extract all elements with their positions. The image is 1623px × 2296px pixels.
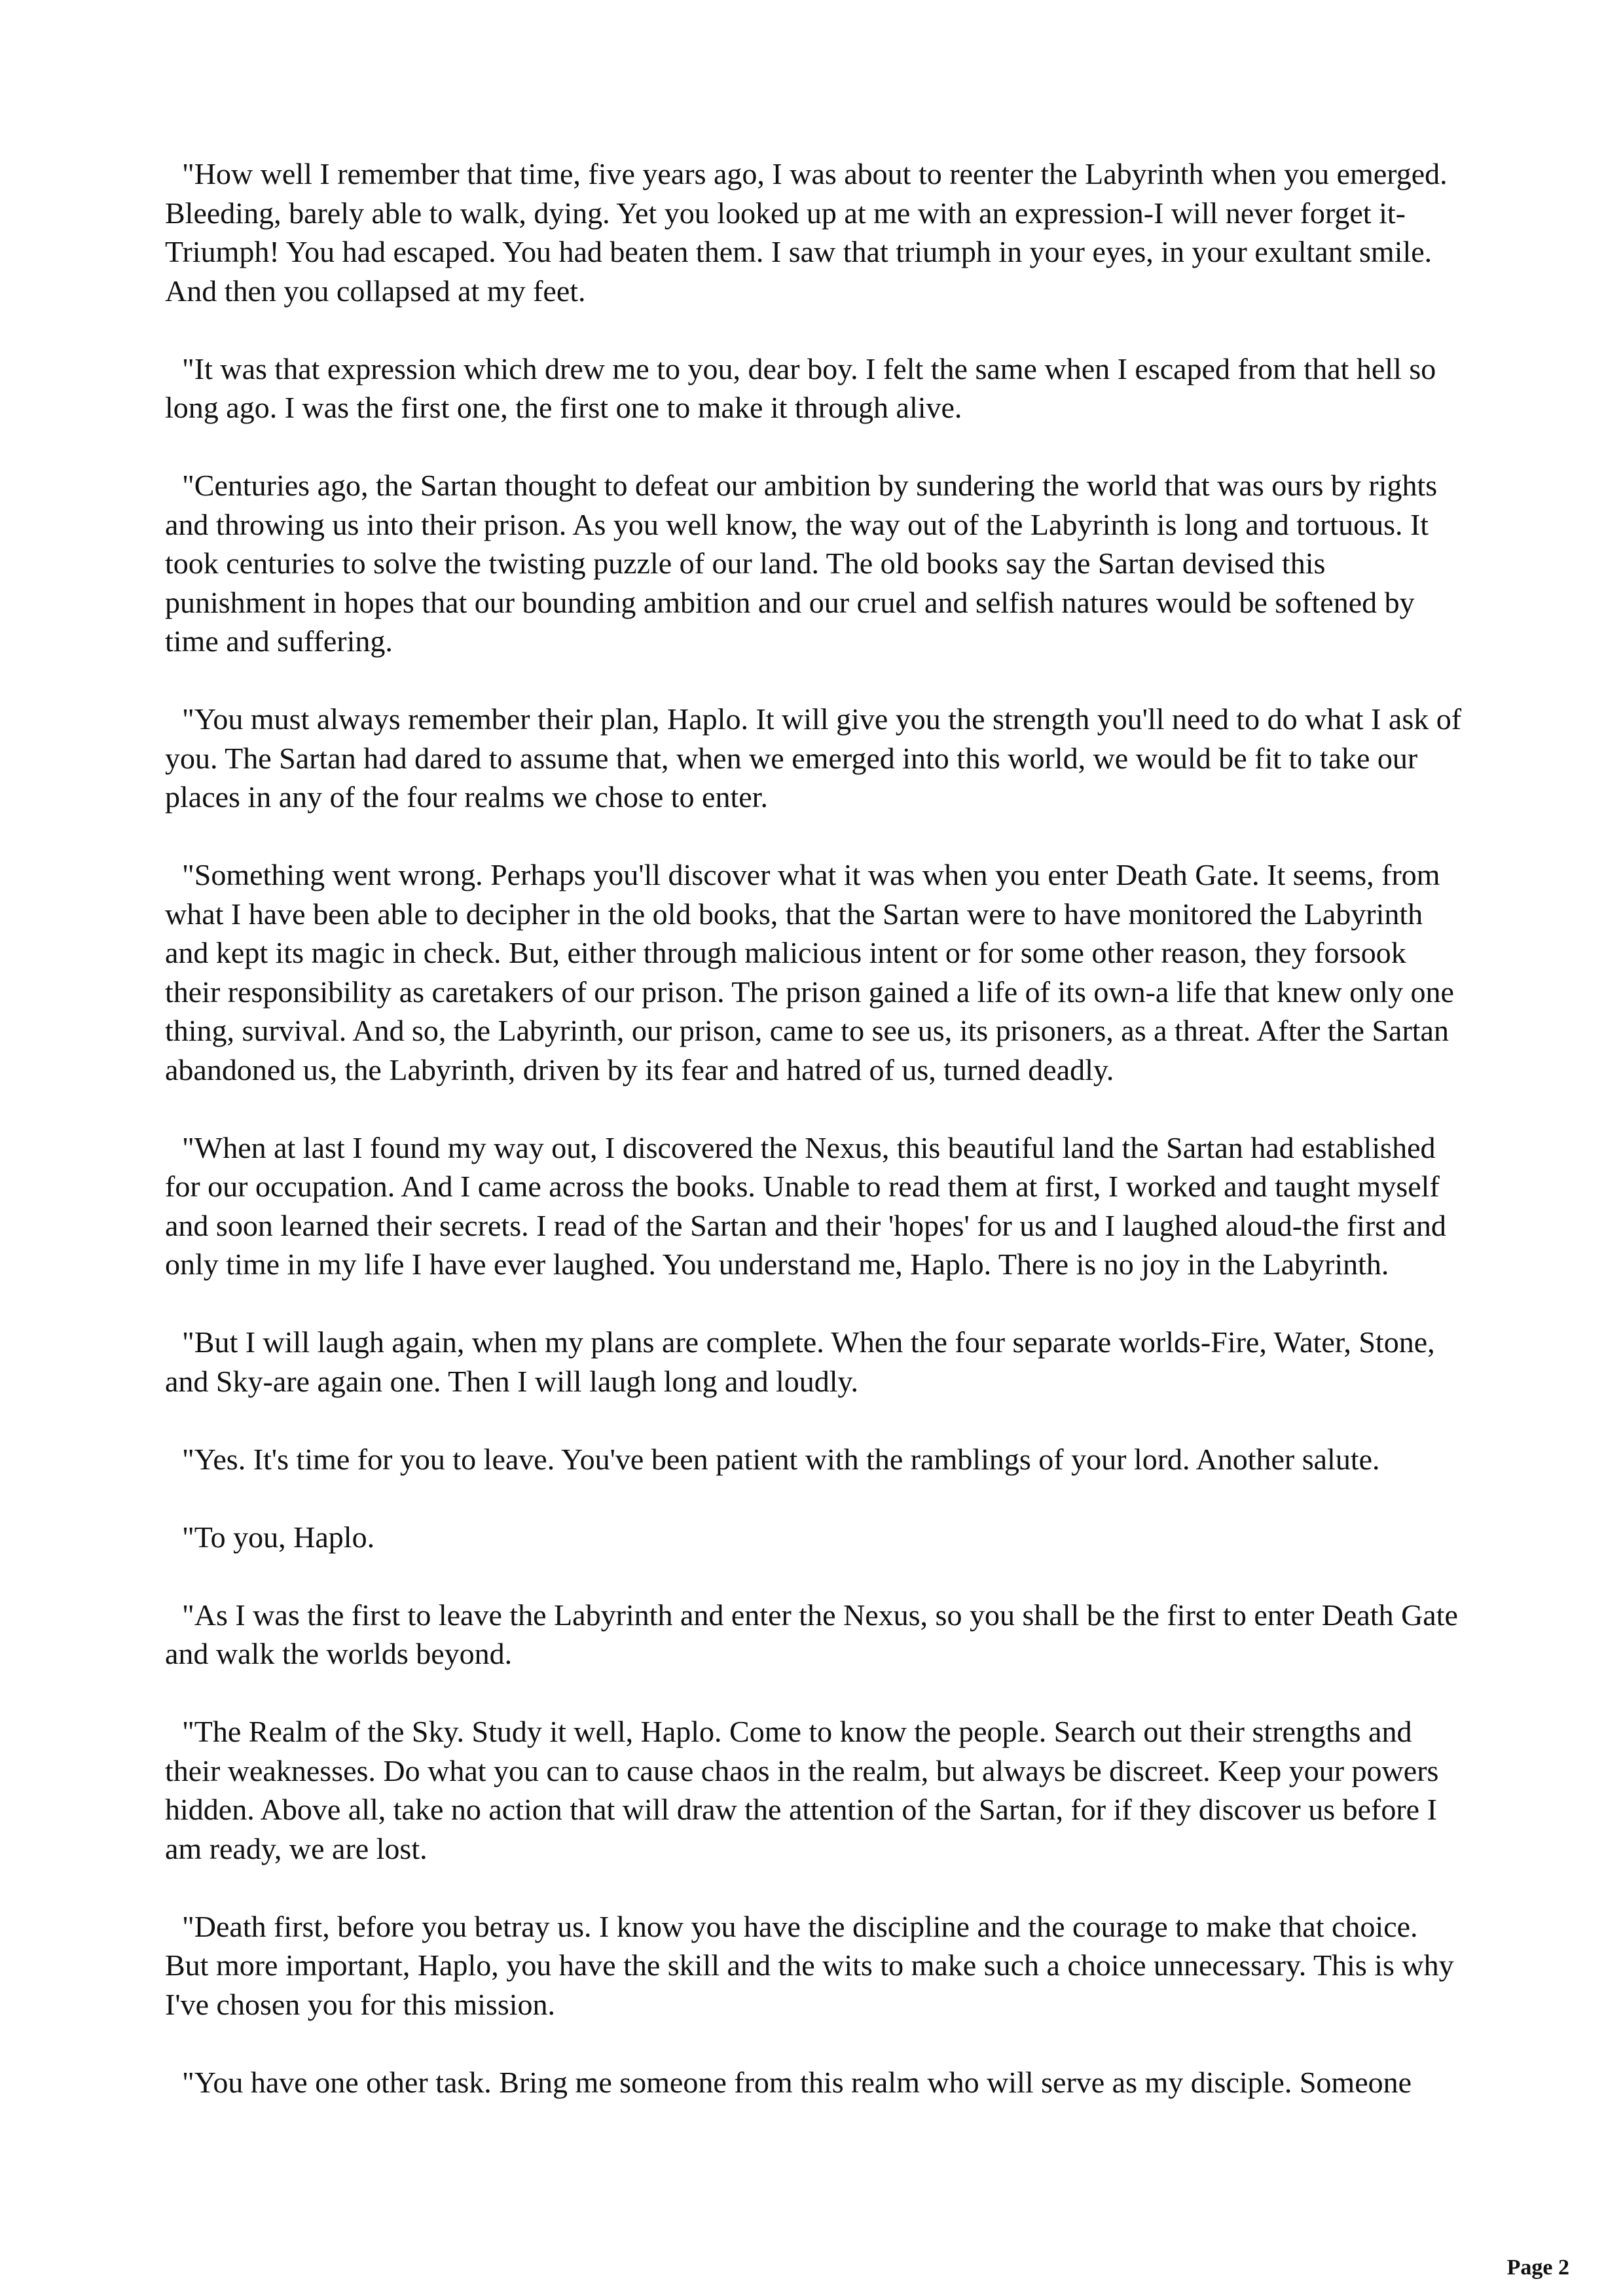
paragraph: "It was that expression which drew me to you, dear boy. I felt the same when I escaped from that hell so long ago. I was the first one, the first one to make it through alive. (165, 351, 1436, 424)
paragraph: "Centuries ago, the Sartan thought to defeat our ambition by sundering the world that was ours by rights and throwing us into their prison. As you well know, the way out of the Labyrinth is long and tortuous. It took centuries to solve the twisting puzzle of our land. The old books say the Sartan devised this punishment in hopes that our bounding ambition and our cruel and selfish natures would be softened by time and suffering. (165, 469, 1438, 658)
paragraph: "The Realm of the Sky. Study it well, Haplo. Come to know the people. Search out their strengths and their weaknesses. Do what you can to cause chaos in the realm, but always be discreet. Keep your powers hidden. Above all, take no action that will draw the attention of the Sartan, for if they discover us before I am ready, we are lost. (165, 1715, 1439, 1865)
paragraph: "When at last I found my way out, I discovered the Nexus, this beautiful land the Sartan had established for our occupation. And I came across the books. Unable to read them at first, I worked and taught myself and soon learned their secrets. I read of the Sartan and their 'hopes' for us and I laughed aloud-the first and only time in my life I have ever laughed. You understand me, Haplo. There is no joy in the Labyrinth. (165, 1130, 1446, 1281)
page-number: Page 2 (1506, 2255, 1569, 2280)
paragraph: "How well I remember that time, five years ago, I was about to reenter the Labyrinth when you emerged. Bleeding, barely able to walk, dying. Yet you looked up at me with an expression-I will never forget it-Triumph! You had escaped. You had beaten them. I saw that triumph in your eyes, in your exultant smile. And then you collapsed at my feet. (165, 157, 1448, 308)
paragraph: "But I will laugh again, when my plans are complete. When the four separate worlds-Fire, Water, Stone, and Sky-are again one. Then I will laugh long and loudly. (165, 1325, 1435, 1398)
paragraph: "As I was the first to leave the Labyrinth and enter the Nexus, so you shall be the first to enter Death Gate and walk the worlds beyond. (165, 1598, 1458, 1670)
paragraph: "You must always remember their plan, Haplo. It will give you the strength you'll need to do what I ask of you. The Sartan had dared to assume that, when we emerged into this world, we would be fit to take our places in any of the four realms we chose to enter. (165, 702, 1462, 814)
paragraph: "Death first, before you betray us. I know you have the discipline and the courage to make that choice. But more important, Haplo, you have the skill and the wits to make such a choice unnecessary. This is why I've chosen you for this mission. (165, 1909, 1454, 2021)
paragraph: "Yes. It's time for you to leave. You've been patient with the ramblings of your lord. Another salute. (182, 1442, 1380, 1476)
body-text (165, 154, 1468, 2102)
paragraph: "To you, Haplo. (182, 1520, 375, 1554)
paragraph: "You have one other task. Bring me someone from this realm who will serve as my disciple. Someone (182, 2065, 1412, 2099)
paragraph: "Something went wrong. Perhaps you'll discover what it was when you enter Death Gate. It seems, from what I have been able to decipher in the old books, that the Sartan were to have monitored the Labyrinth and kept its magic in check. But, either through malicious intent or for some other reason, they forsook their responsibility as caretakers of our prison. The prison gained a life of its own-a life that knew only one thing, survival. And so, the Labyrinth, our prison, came to see us, its prisoners, as a threat. After the Sartan abandoned us, the Labyrinth, driven by its fear and hatred of us, turned deadly. (165, 858, 1454, 1086)
